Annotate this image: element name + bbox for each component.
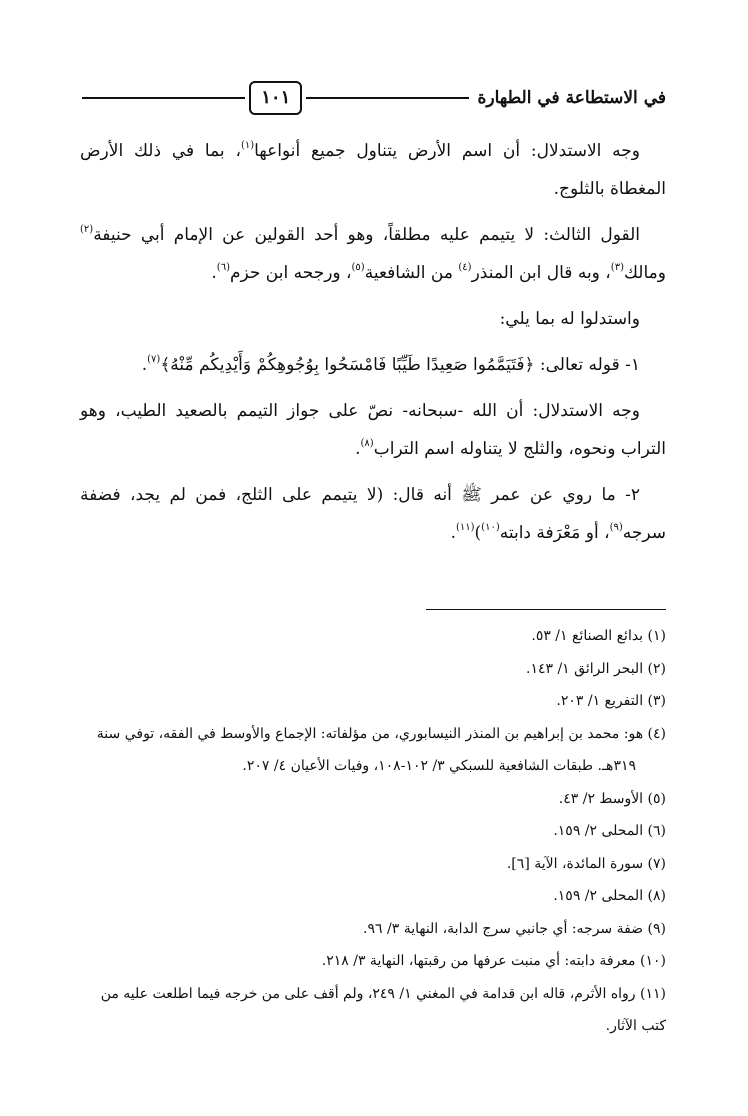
text-run: واستدلوا له بما يلي: bbox=[499, 309, 640, 329]
footnote-11: (١١) رواه الأثرم، قاله ابن قدامة في المغني ١/ ٢٤٩، ولم أقف على من خرجه فيما اطلعت عليه من كتب الآثار. bbox=[100, 985, 666, 1034]
page-header bbox=[82, 80, 666, 116]
quran-verse: ١- قوله تعالى: ﴿فَتَيَمَّمُوا صَعِيدًا طَيِّبًا فَامْسَحُوا بِوُجُوهِكُمْ وَأَيْدِيكُم مِّنْهُ﴾ bbox=[160, 355, 640, 375]
footnotes bbox=[80, 620, 666, 1043]
text-run: . bbox=[450, 523, 456, 543]
paragraph-3 bbox=[80, 300, 666, 338]
text-run: ، أو مَعْرَفة دابته bbox=[499, 523, 610, 543]
text-run: من الشافعية bbox=[364, 263, 459, 283]
text-run: ، ورجحه ابن حزم bbox=[229, 263, 352, 283]
footnote-6: (٦) المحلى ٢/ ١٥٩. bbox=[553, 823, 666, 839]
footnote-ref: (٧) bbox=[147, 354, 161, 365]
footnote-10: (١٠) معرفة دابته: أي منبت عرفها من رقبتها، النهاية ٣/ ٢١٨. bbox=[321, 953, 666, 969]
footnote-ref: (٢) bbox=[80, 224, 94, 235]
text-run: . bbox=[355, 439, 361, 459]
text-run: وجه الاستدلال: أن الله -سبحانه- نصّ على جواز التيمم بالصعيد الطيب، وهو التراب ونحوه، والثلج لا يتناوله اسم التراب bbox=[80, 401, 666, 459]
text-run: ، بما في ذلك الأرض المغطاة بالثلوج. bbox=[80, 141, 666, 199]
paragraph-4 bbox=[80, 346, 666, 384]
footnote-ref: (٩) bbox=[609, 522, 623, 533]
paragraph-1 bbox=[80, 132, 666, 208]
footnote-separator bbox=[426, 609, 666, 610]
footnote-4-continued: ٣١٩هـ. طبقات الشافعية للسبكي ٣/ ١٠٢-١٠٨، وفيات الأعيان ٤/ ٢٠٧. bbox=[242, 758, 636, 774]
paragraph-6 bbox=[80, 476, 666, 552]
footnote-4: (٤) هو: محمد بن إبراهيم بن المنذر النيسابوري، من مؤلفاته: الإجماع والأوسط في الفقه، توفي سنة bbox=[96, 725, 666, 742]
body-text bbox=[80, 132, 666, 552]
paragraph-5 bbox=[80, 392, 666, 468]
text-run: ، وبه قال ابن المنذر bbox=[471, 263, 611, 283]
footnote-7: (٧) سورة المائدة، الآية [٦]. bbox=[506, 855, 666, 872]
footnote-8: (٨) المحلى ٢/ ١٥٩. bbox=[553, 888, 666, 904]
paragraph-2 bbox=[80, 216, 666, 292]
page-number: ١٠١ bbox=[249, 81, 302, 115]
text-run: . bbox=[211, 263, 217, 283]
footnote-ref: (٤) bbox=[458, 262, 472, 273]
footnote-ref: (١) bbox=[240, 140, 255, 151]
footnote-ref: (٨) bbox=[360, 438, 374, 449]
footnote-ref: (١١) bbox=[455, 522, 475, 533]
footnote-ref: (٣) bbox=[610, 262, 624, 273]
text-run: ومالك bbox=[623, 263, 666, 283]
footnote-ref: (٦) bbox=[216, 262, 230, 273]
footnote-9: (٩) ضفة سرجه: أي جانبي سرج الدابة، النهاية ٣/ ٩٦. bbox=[363, 920, 666, 937]
text-run: . bbox=[141, 355, 148, 375]
footnote-1: (١) بدائع الصنائع ١/ ٥٣. bbox=[531, 628, 666, 644]
footnote-2: (٢) البحر الرائق ١/ ١٤٣. bbox=[525, 660, 666, 677]
header-rule-left bbox=[82, 97, 245, 99]
text-run: وجه الاستدلال: أن اسم الأرض يتناول جميع أنواعها bbox=[254, 141, 640, 161]
footnote-3: (٣) التفريع ١/ ٢٠٣. bbox=[556, 693, 666, 709]
running-title: في الاستطاعة في الطهارة bbox=[477, 88, 666, 108]
text-run: ٢- ما روي عن عمر ﷺ أنه قال: (لا يتيمم على الثلج، فمن لم يجد، فضفة سرجه bbox=[80, 485, 666, 543]
footnote-ref: (١٠) bbox=[481, 522, 500, 533]
text-run: ) bbox=[474, 523, 482, 543]
footnote-ref: (٥) bbox=[351, 262, 365, 273]
text-run: القول الثالث: لا يتيمم عليه مطلقاً، وهو أحد القولين عن الإمام أبي حنيفة bbox=[93, 225, 640, 245]
footnote-5: (٥) الأوسط ٢/ ٤٣. bbox=[558, 790, 666, 807]
header-rule bbox=[306, 97, 469, 99]
